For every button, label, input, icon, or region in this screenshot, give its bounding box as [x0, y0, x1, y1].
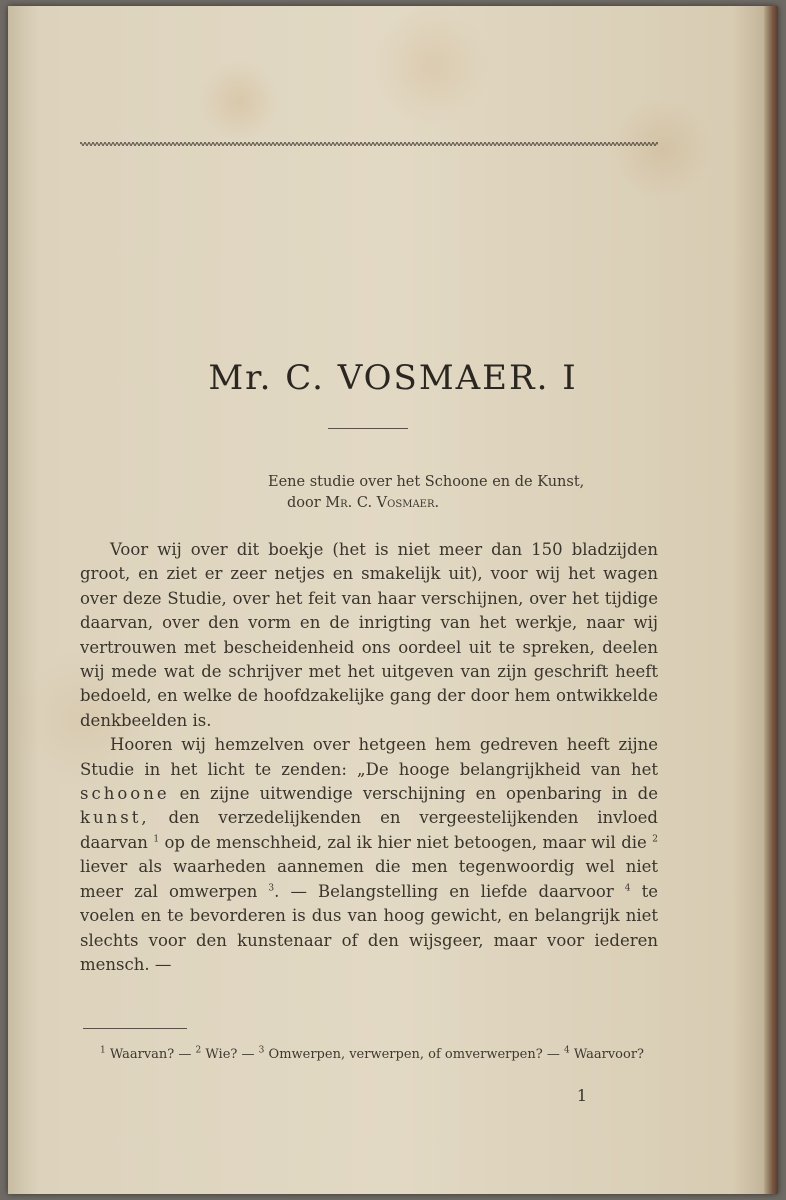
chapter-title: Mr. C. VOSMAER. I [208, 358, 578, 398]
p2-part-4: op de menschheid, zal ik hier niet betoogen, maar wil die [164, 832, 647, 852]
p2-part-5: liever als waarheden aannemen die men tegenwoordig wel niet meer zal omwerpen [80, 857, 658, 901]
wavy-divider [80, 139, 658, 149]
book-page [8, 6, 778, 1194]
footnote-text-3: Omwerpen, verwerpen, of omverwerpen? — [268, 1047, 560, 1062]
footnote-ref-4: 4 [624, 883, 631, 894]
footnote-ref-2: 2 [652, 834, 658, 845]
footnote-num-2: 2 [195, 1045, 202, 1056]
subtitle-line-1: Eene studie over het Schoone en de Kunst, [268, 474, 585, 490]
footnote-ref-3: 3 [268, 883, 275, 894]
paragraph-1: Voor wij over dit boekje (het is niet meer dan 150 bladzijden groot, en ziet er zeer netjes en smakelijk uit), voor wij het wagen over deze Studie, over het feit van haar verschijnen, over het tijdige daarvan, over den vorm en de inrigting van het werkje, naar wij vertrouwen met bescheidenheid ons oordeel uit te spreken, deelen wij mede wat de schrijver met het uitgeven van zijn geschrift heeft bedoeld, en welke de hoofdzakelijke gang der door hem ontwikkelde denkbeelden is. [80, 540, 658, 730]
footnotes [80, 1044, 658, 1066]
footnote-rule [83, 1028, 187, 1029]
footnote-num-1: 1 [100, 1045, 106, 1056]
p2-spaced-schoone: schoone [80, 784, 170, 804]
p2-part-2: en zijne uitwendige verschijning en openbaring in de [179, 784, 658, 804]
p2-part-3: den verzedelijkenden en vergeestelijkenden invloed daarvan [80, 808, 658, 852]
p2-spaced-kunst: kunst, [80, 808, 150, 828]
body-text [80, 538, 658, 977]
footnote-num-3: 3 [258, 1045, 265, 1056]
footnote-ref-1: 1 [153, 834, 160, 845]
footnote-text-1: Waarvan? — [109, 1047, 192, 1062]
page-number: 1 [576, 1086, 588, 1105]
subtitle-author: Mr. C. Vosmaer. [325, 495, 440, 511]
footnote-text-2: Wie? — [205, 1047, 255, 1062]
p2-part-7: te voelen en te bevorderen is dus van hoog gewicht, en belangrijk niet slechts voor den kunstenaar of den wijsgeer, maar voor iederen mensch. — [80, 881, 658, 974]
subtitle-prefix: door [287, 495, 321, 511]
footnote-num-4: 4 [564, 1045, 570, 1056]
book-spine-edge [764, 6, 778, 1194]
subtitle [268, 472, 658, 514]
footnote-text-4: Waarvoor? [573, 1047, 645, 1062]
title-rule [328, 428, 408, 429]
p2-part-1: Hooren wij hemzelven over hetgeen hem gedreven heeft zijne Studie in het licht te zenden: „De hooge belangrijkheid van het [80, 735, 658, 779]
paragraph-2 [80, 733, 658, 977]
p2-part-6: . — Belangstelling en liefde daarvoor [274, 881, 614, 901]
subtitle-line-2 [268, 493, 658, 514]
